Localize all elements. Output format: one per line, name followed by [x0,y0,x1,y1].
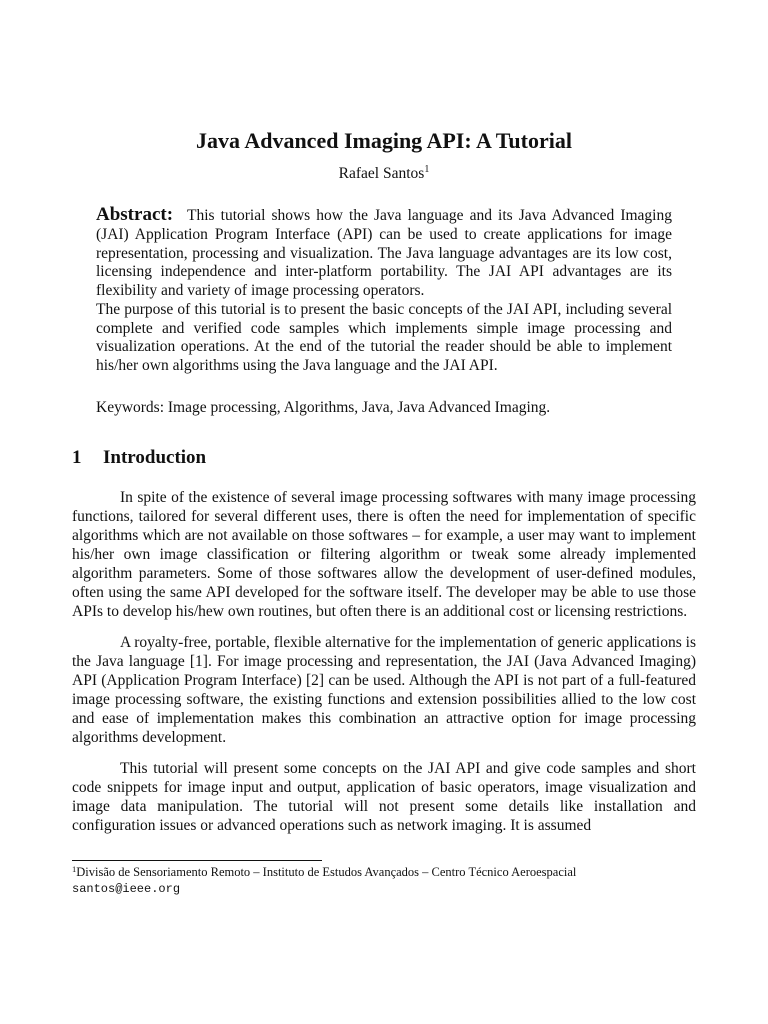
body-paragraph: A royalty-free, portable, flexible alternative for the implementation of generic applications is the Java language [1]. For image processing and representation, the JAI (Java Advanced Imaging) API (Application Program Interface) [2] can be used. Although the API is not part of a full-featured image processing software, the existing functions and extension possibilities allied to the low cost and ease of implementation makes this combination an attractive option for image processing algorithms development. [72,634,696,746]
keywords: Keywords: Image processing, Algorithms, Java, Java Advanced Imaging. [96,399,551,416]
footnote [72,864,696,898]
body-paragraph: In spite of the existence of several image processing softwares with many image processing functions, tailored for several different uses, there is often the need for implementation of specific algorithms which are not available on those softwares – for example, a user may want to implement his/her own image classification or filtering algorithm or tweak some already implemented algorithm parameters. Some of those softwares allow the development of user-defined modules, often using the same API developed for the software itself. The developer may be able to use those APIs to develop his/hew own routines, but often there is an additional cost or licensing restrictions. [72,489,696,620]
abstract-heading: Abstract: [96,204,174,225]
body-paragraph: This tutorial will present some concepts on the JAI API and give code samples and short code snippets for image input and output, application of basic operators, image visualization and image data manipulation. The tutorial will not present some details like installation and configuration issues or advanced operations such as network imaging. It is assumed [72,760,696,834]
section-body [72,488,696,847]
author-footnote-mark: 1 [424,164,430,175]
section-heading [72,446,206,470]
author-name: Rafael Santos [338,165,425,182]
footnote-mark: 1 [72,864,77,874]
paper-title: Java Advanced Imaging API: A Tutorial [196,128,572,153]
abstract-paragraph-1 [96,206,672,301]
footnote-affiliation: Divisão de Sensoriamento Remoto – Instituto de Estudos Avançados – Centro Técnico Aeroespacial [76,865,577,879]
abstract-paragraph-2: The purpose of this tutorial is to present the basic concepts of the JAI API, including several complete and verified code samples which implements simple image processing and visualization operations. At the end of the tutorial the reader should be able to implement his/her own algorithms using the Java language and the JAI API. [96,300,672,374]
abstract-text-1: This tutorial shows how the Java language and its Java Advanced Imaging (JAI) Application Program Interface (API) can be used to create applications for image representation, processing and visualization. The Java language advantages are its low cost, licensing independence and inter-platform portability. The JAI API advantages are its flexibility and variety of image processing operators. [96,207,672,299]
footnote-affiliation-line [72,864,696,881]
section-title: Introduction [103,447,207,468]
abstract [96,206,672,376]
footnote-divider [72,860,322,861]
footnote-email[interactable]: santos@ieee.org [72,882,181,896]
author-line [0,164,768,184]
section-number: 1 [72,447,82,468]
